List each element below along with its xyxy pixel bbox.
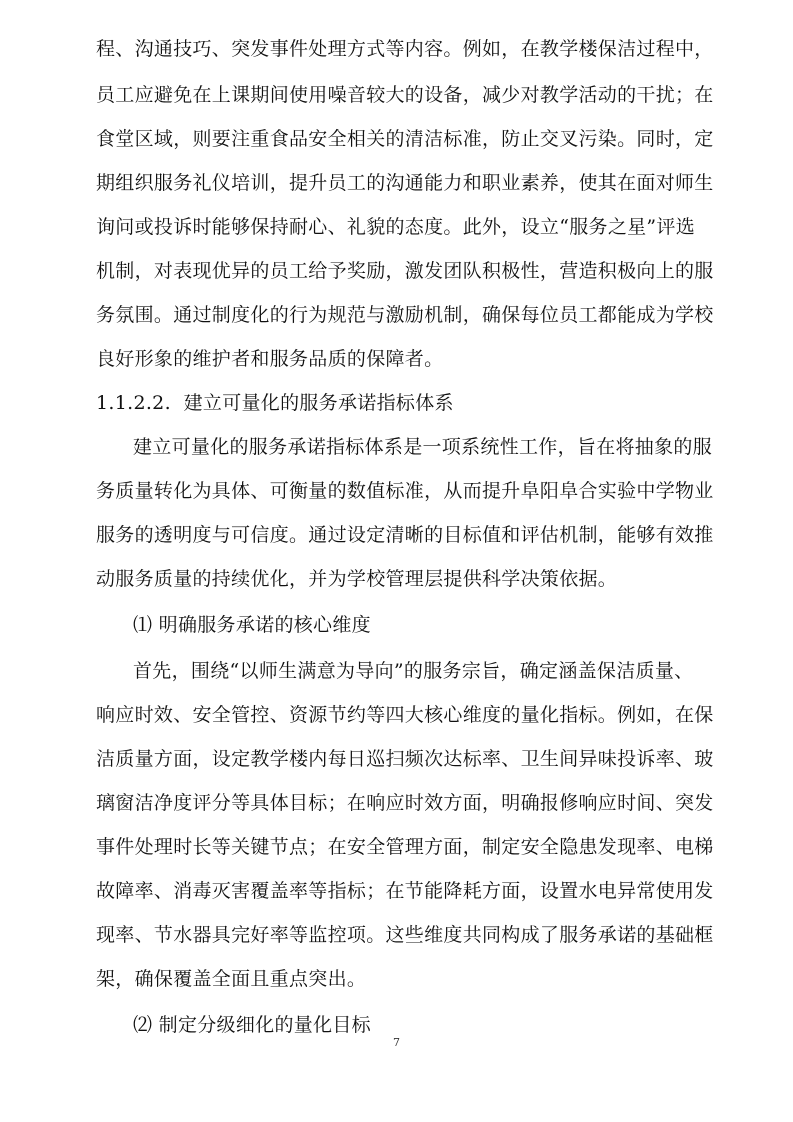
subheading [133,1012,793,1038]
page-number: 7 [393,1036,400,1049]
section-number: 1.1.2.2. [96,392,171,414]
paragraph-line: 璃窗洁净度评分等具体目标；在响应时效方面，明确报修响应时间、突发 [96,792,714,814]
paragraph-line: 动服务质量的持续优化，并为学校管理层提供科学决策依据。 [96,568,618,590]
paragraph-line: 响应时效、安全管控、资源节约等四大核心维度的量化指标。例如，在保 [96,704,714,726]
paragraph-line: 首先，围绕“以师生满意为导向”的服务宗旨，确定涵盖保洁质量、 [133,660,694,682]
paragraph-line: 程、沟通技巧、突发事件处理方式等内容。例如，在教学楼保洁过程中， [96,38,714,60]
paragraph-line: 食堂区域，则要注重食品安全相关的清洁标准，防止交叉污染。同时，定 [96,128,714,150]
paragraph-line: 现率、节水器具完好率等监控项。这些维度共同构成了服务承诺的基础框 [96,924,714,946]
paragraph-line: 务质量转化为具体、可衡量的数值标准，从而提升阜阳阜合实验中学物业 [96,480,714,502]
section-heading [96,390,793,416]
paragraph-line: 务氛围。通过制度化的行为规范与激励机制，确保每位员工都能成为学校 [96,304,714,326]
subheading [133,612,793,638]
subheading-title: 制定分级细化的量化目标 [158,1014,371,1036]
subheading-number: ⑵ [133,1014,153,1036]
paragraph-line: 建立可量化的服务承诺指标体系是一项系统性工作，旨在将抽象的服 [133,436,713,458]
paragraph-line: 良好形象的维护者和服务品质的保障者。 [96,348,444,370]
subheading-title: 明确服务承诺的核心维度 [158,614,371,636]
paragraph-line: 询问或投诉时能够保持耐心、礼貌的态度。此外，设立“服务之星”评选 [96,216,696,238]
paragraph-line: 事件处理时长等关键节点；在安全管理方面，制定安全隐患发现率、电梯 [96,836,714,858]
paragraph-line: 员工应避免在上课期间使用噪音较大的设备，减少对教学活动的干扰；在 [96,84,714,106]
paragraph-line: 架，确保覆盖全面且重点突出。 [96,968,367,990]
paragraph-line: 机制，对表现优异的员工给予奖励，激发团队积极性，营造积极向上的服 [96,260,714,282]
paragraph-line: 故障率、消毒灭害覆盖率等指标；在节能降耗方面，设置水电异常使用发 [96,880,714,902]
section-title: 建立可量化的服务承诺指标体系 [183,392,454,414]
paragraph-line: 洁质量方面，设定教学楼内每日巡扫频次达标率、卫生间异味投诉率、玻 [96,748,714,770]
paragraph-line: 期组织服务礼仪培训，提升员工的沟通能力和职业素养，使其在面对师生 [96,172,714,194]
paragraph-line: 服务的透明度与可信度。通过设定清晰的目标值和评估机制，能够有效推 [96,524,714,546]
subheading-number: ⑴ [133,614,153,636]
